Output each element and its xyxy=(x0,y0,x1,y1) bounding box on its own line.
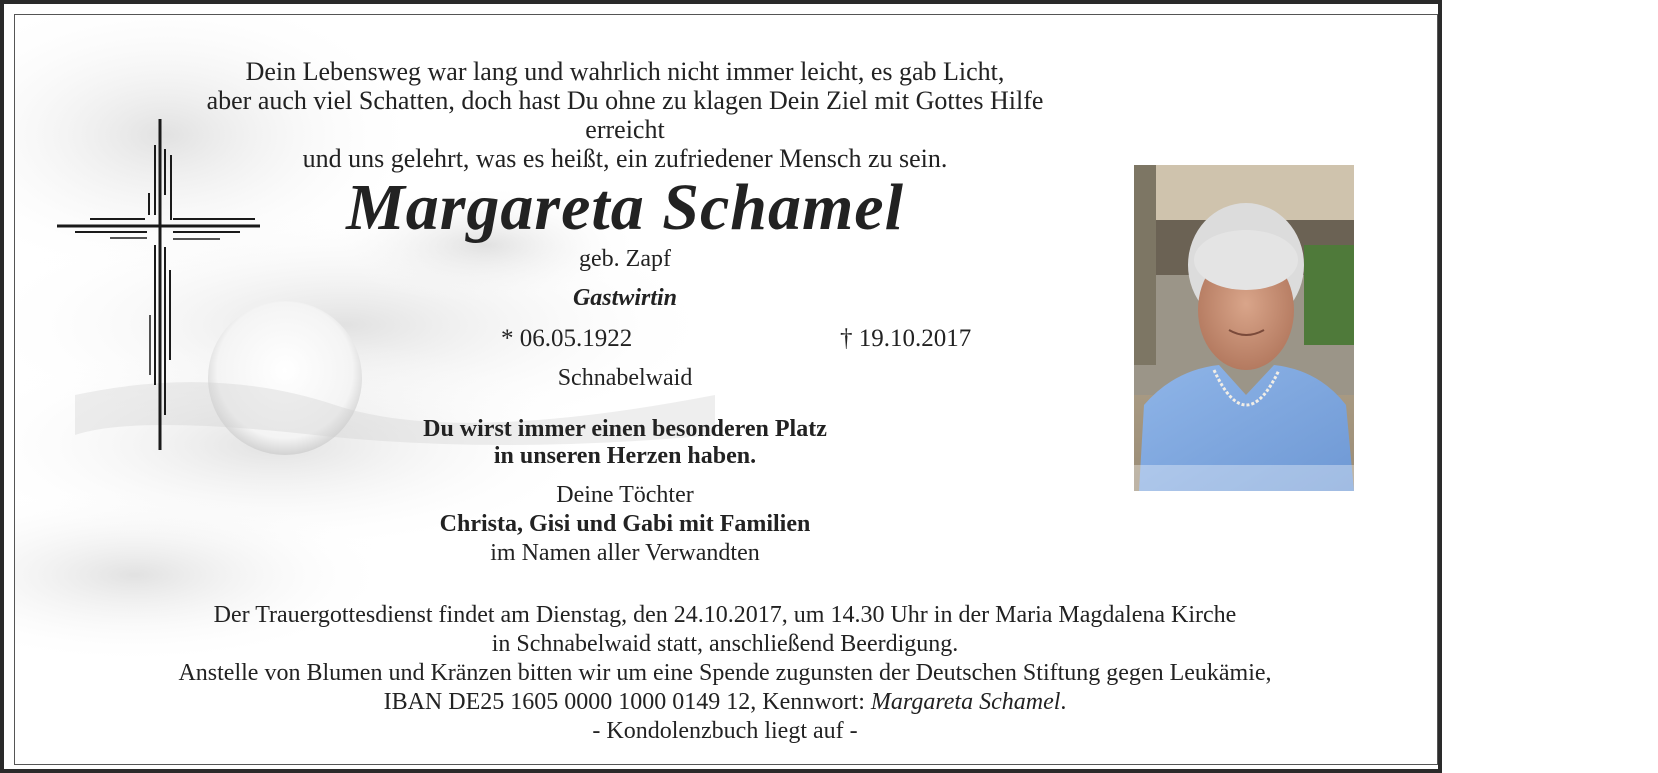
motto xyxy=(295,416,955,470)
verse-line: Dein Lebensweg war lang und wahrlich nicht immer leicht, es gab Licht, xyxy=(245,57,1005,86)
signoff-names: Christa, Gisi und Gabi mit Familien xyxy=(439,511,811,537)
death-date: † 19.10.2017 xyxy=(840,325,972,352)
details-line xyxy=(75,688,1375,717)
motto-line: in unseren Herzen haben. xyxy=(493,443,757,469)
details-line: - Kondolenzbuch liegt auf - xyxy=(592,718,858,744)
portrait-photo xyxy=(1134,165,1354,491)
verse-line: aber auch viel Schatten, doch hast Du ohne zu klagen Dein Ziel mit Gottes Hilfe erreicht xyxy=(206,86,1044,144)
details-line: Anstelle von Blumen und Kränzen bitten wir um eine Spende zugunsten der Deutschen Stiftung gegen Leukämie, xyxy=(178,660,1272,686)
signoff xyxy=(295,481,955,568)
opening-verse xyxy=(175,57,1075,173)
signoff-intro: Deine Töchter xyxy=(556,482,694,508)
notice-inner-border xyxy=(14,14,1438,765)
details-line: Der Trauergottesdienst findet am Dienstag, den 24.10.2017, um 14.30 Uhr in der Maria Magdalena Kirche xyxy=(213,602,1237,628)
details-keyword: Margareta Schamel xyxy=(870,689,1061,715)
deceased-name: Margareta Schamel xyxy=(346,171,904,244)
birth-date: * 06.05.1922 xyxy=(501,325,633,352)
details-suffix: . xyxy=(1060,689,1067,715)
details-iban: IBAN DE25 1605 0000 1000 0149 12, Kennwort: xyxy=(383,689,871,715)
signoff-relatives: im Namen aller Verwandten xyxy=(490,540,760,566)
place: Schnabelwaid xyxy=(557,365,693,391)
service-details xyxy=(75,601,1375,746)
details-line: in Schnabelwaid statt, anschließend Beerdigung. xyxy=(491,631,959,657)
maiden-name: geb. Zapf xyxy=(579,246,671,272)
motto-line: Du wirst immer einen besonderen Platz xyxy=(423,416,827,442)
verse-line: und uns gelehrt, was es heißt, ein zufriedener Mensch zu sein. xyxy=(302,144,948,173)
occupation: Gastwirtin xyxy=(572,285,678,311)
